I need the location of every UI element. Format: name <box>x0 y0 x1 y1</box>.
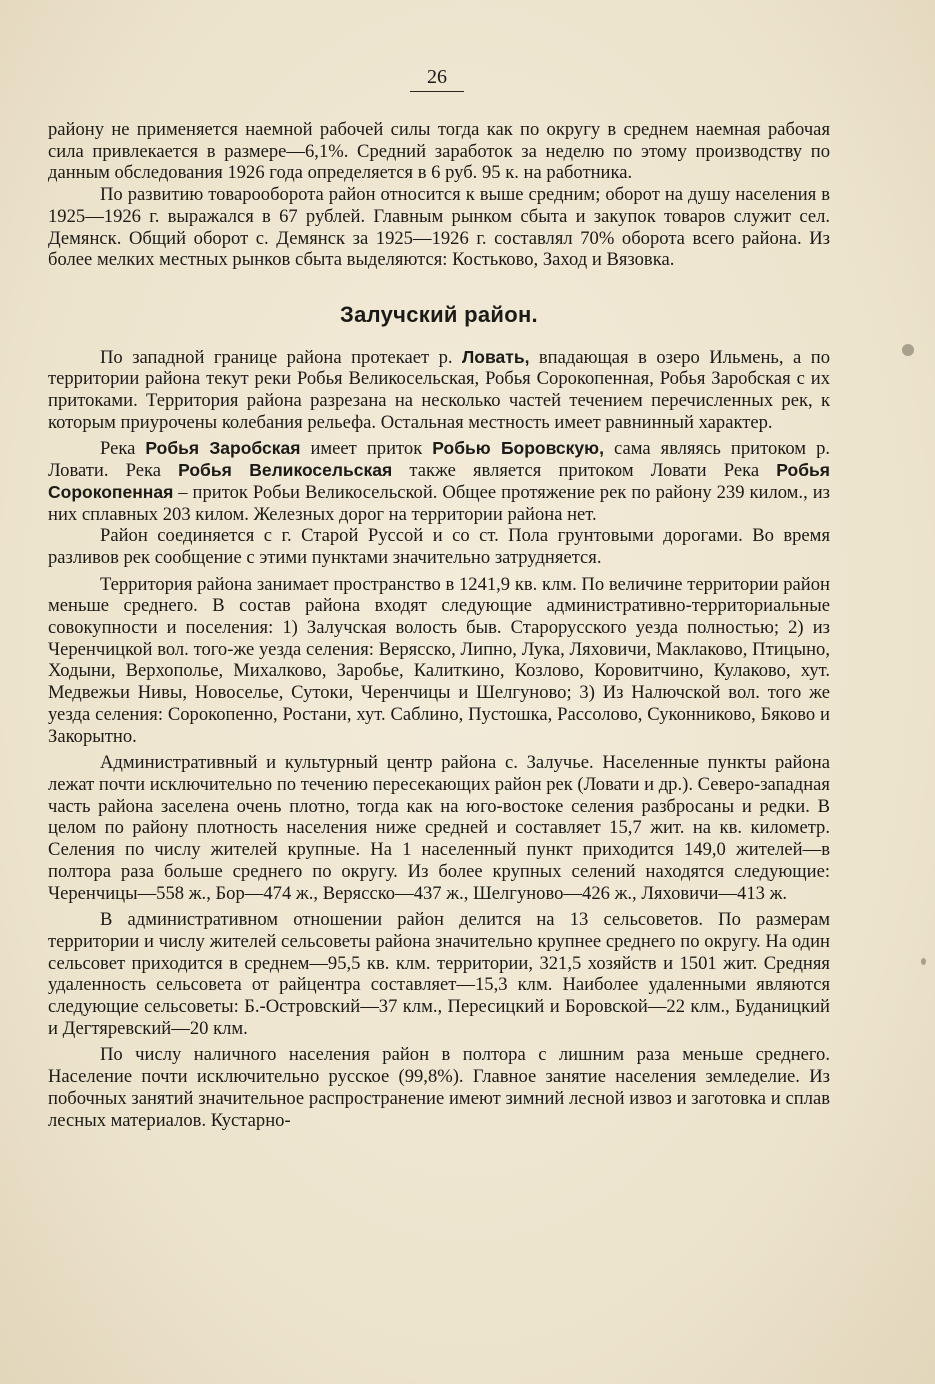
text-run: По западной границе района протекает р. <box>100 346 463 368</box>
paragraph <box>48 347 830 434</box>
river-name: Робья Сорокопенная <box>48 460 830 502</box>
paragraph: В административном отношении район делится на 13 сельсоветов. По размерам территории и числу жителей сельсоветы района значительно крупнее среднего по округу. На один сельсовет приходится в среднем—95,5 кв. клм. территории, 321,5 хозяйств и 1501 жит. Средняя удаленность сельсовета от райцентра составляет—15,3 клм. Наиболее удаленными являются следующие сельсоветы: Б.-Островский—37 клм., Пересицкий и Боровской—22 клм., Буданицкий и Дегтяревский—20 клм. <box>48 909 830 1039</box>
paragraph: Район соединяется с г. Старой Руссой и со ст. Пола грунтовыми дорогами. Во время разливов рек сообщение с этими пунктами значительно затрудняется. <box>48 525 830 568</box>
river-name: Робью Боровскую, <box>432 438 604 459</box>
text-run: Река <box>100 438 146 460</box>
text-run: впадающая в озеро Ильмень, а по территории района текут реки Робья Великосельская, Робья Сорокопенная, Робья Заробская с их притоками. Территория района разрезана на несколько частей течением перечисленных рек, к которым приурочены колебания рельефа. Остальная местность имеет равнинный характер. <box>48 346 830 433</box>
page-number: 26 <box>410 66 464 92</box>
paragraph: По развитию товарооборота район относится к выше средним; оборот на душу населения в 1925—1926 г. выражался в 67 рублей. Главным рынком сбыта и закупок товаров служит сел. Демянск. Общий оборот с. Демянск за 1925—1926 г. составлял 70% оборота всего района. Из более мелких местных рынков сбыта выделяются: Костьково, Заход и Вязовка. <box>48 184 830 271</box>
river-name: Робья Великосельская <box>178 460 393 481</box>
paragraph: По числу наличного населения район в полтора с лишним раза меньше среднего. Население почти исключительно русское (99,8%). Главное занятие населения земледелие. Из побочных занятий значительное распространение имеют зимний лесной извоз и заготовка и сплав лесных материалов. Кустарно- <box>48 1044 830 1131</box>
text-run: имеет приток <box>300 438 433 460</box>
body-text <box>48 119 830 1131</box>
text-run: сама являясь притоком р. Ловати. Река <box>48 438 831 482</box>
paragraph: Территория района занимает пространство в 1241,9 кв. клм. По величине территории район меньше среднего. В состав района входят следующие административно-территориальные совокупности и поселения: 1) Залучская волость быв. Старорусского уезда полностью; 2) из Черенчицкой вол. того-же уезда селения: Верясско, Липно, Лука, Ляховичи, Маклаково, Птицыно, Ходыни, Верхополье, Михалково, Заробье, Калиткино, Козлово, Коровитчино, Кулаково, хут. Медвежьи Нивы, Новоселье, Сутоки, Черенчицы и Шелгуново; 3) Из Налючской вол. того же уезда селения: Сорокопенно, Ростани, хут. Саблино, Пустошка, Рассолово, Суконниково, Бяково и Закорытно. <box>48 573 830 747</box>
paragraph <box>48 438 830 525</box>
paragraph: Административный и культурный центр района с. Залучье. Населенные пункты района лежат почти исключительно по течению пересекающих район рек (Ловати и др.). Северо-западная часть района заселена очень плотно, тогда как на юго-востоке селения разбросаны и редки. В целом по району плотность населения ниже средней и составляет 15,7 жит. на кв. километр. Селения по числу жителей крупные. На 1 населенный пункт приходится 149,0 жителей—в полтора раза больше среднего по округу. Из более крупных селений находятся следующие: Черенчицы—558 ж., Бор—474 ж., Верясско—437 ж., Шелгуново—426 ж., Ляховичи—413 ж. <box>48 752 830 904</box>
ink-spot <box>921 958 926 965</box>
section-heading: Залучский район. <box>340 301 538 327</box>
river-name: Робья Заробская <box>145 438 301 459</box>
paragraph: району не применяется наемной рабочей силы тогда как по округу в среднем наемная рабочая сила привлекается в размере—6,1%. Средний заработок за неделю по этому производству по данным обследования 1926 года определяется в 6 руб. 95 к. на работника. <box>48 119 830 184</box>
ink-spot <box>902 344 914 356</box>
text-run: также является притоком Ловати Река <box>392 460 777 482</box>
text-run: – приток Робьи Великосельской. Общее протяжение рек по району 239 килом., из них сплавных 203 килом. Железных дорог на территории района нет. <box>48 481 830 525</box>
river-name: Ловать, <box>462 346 530 367</box>
